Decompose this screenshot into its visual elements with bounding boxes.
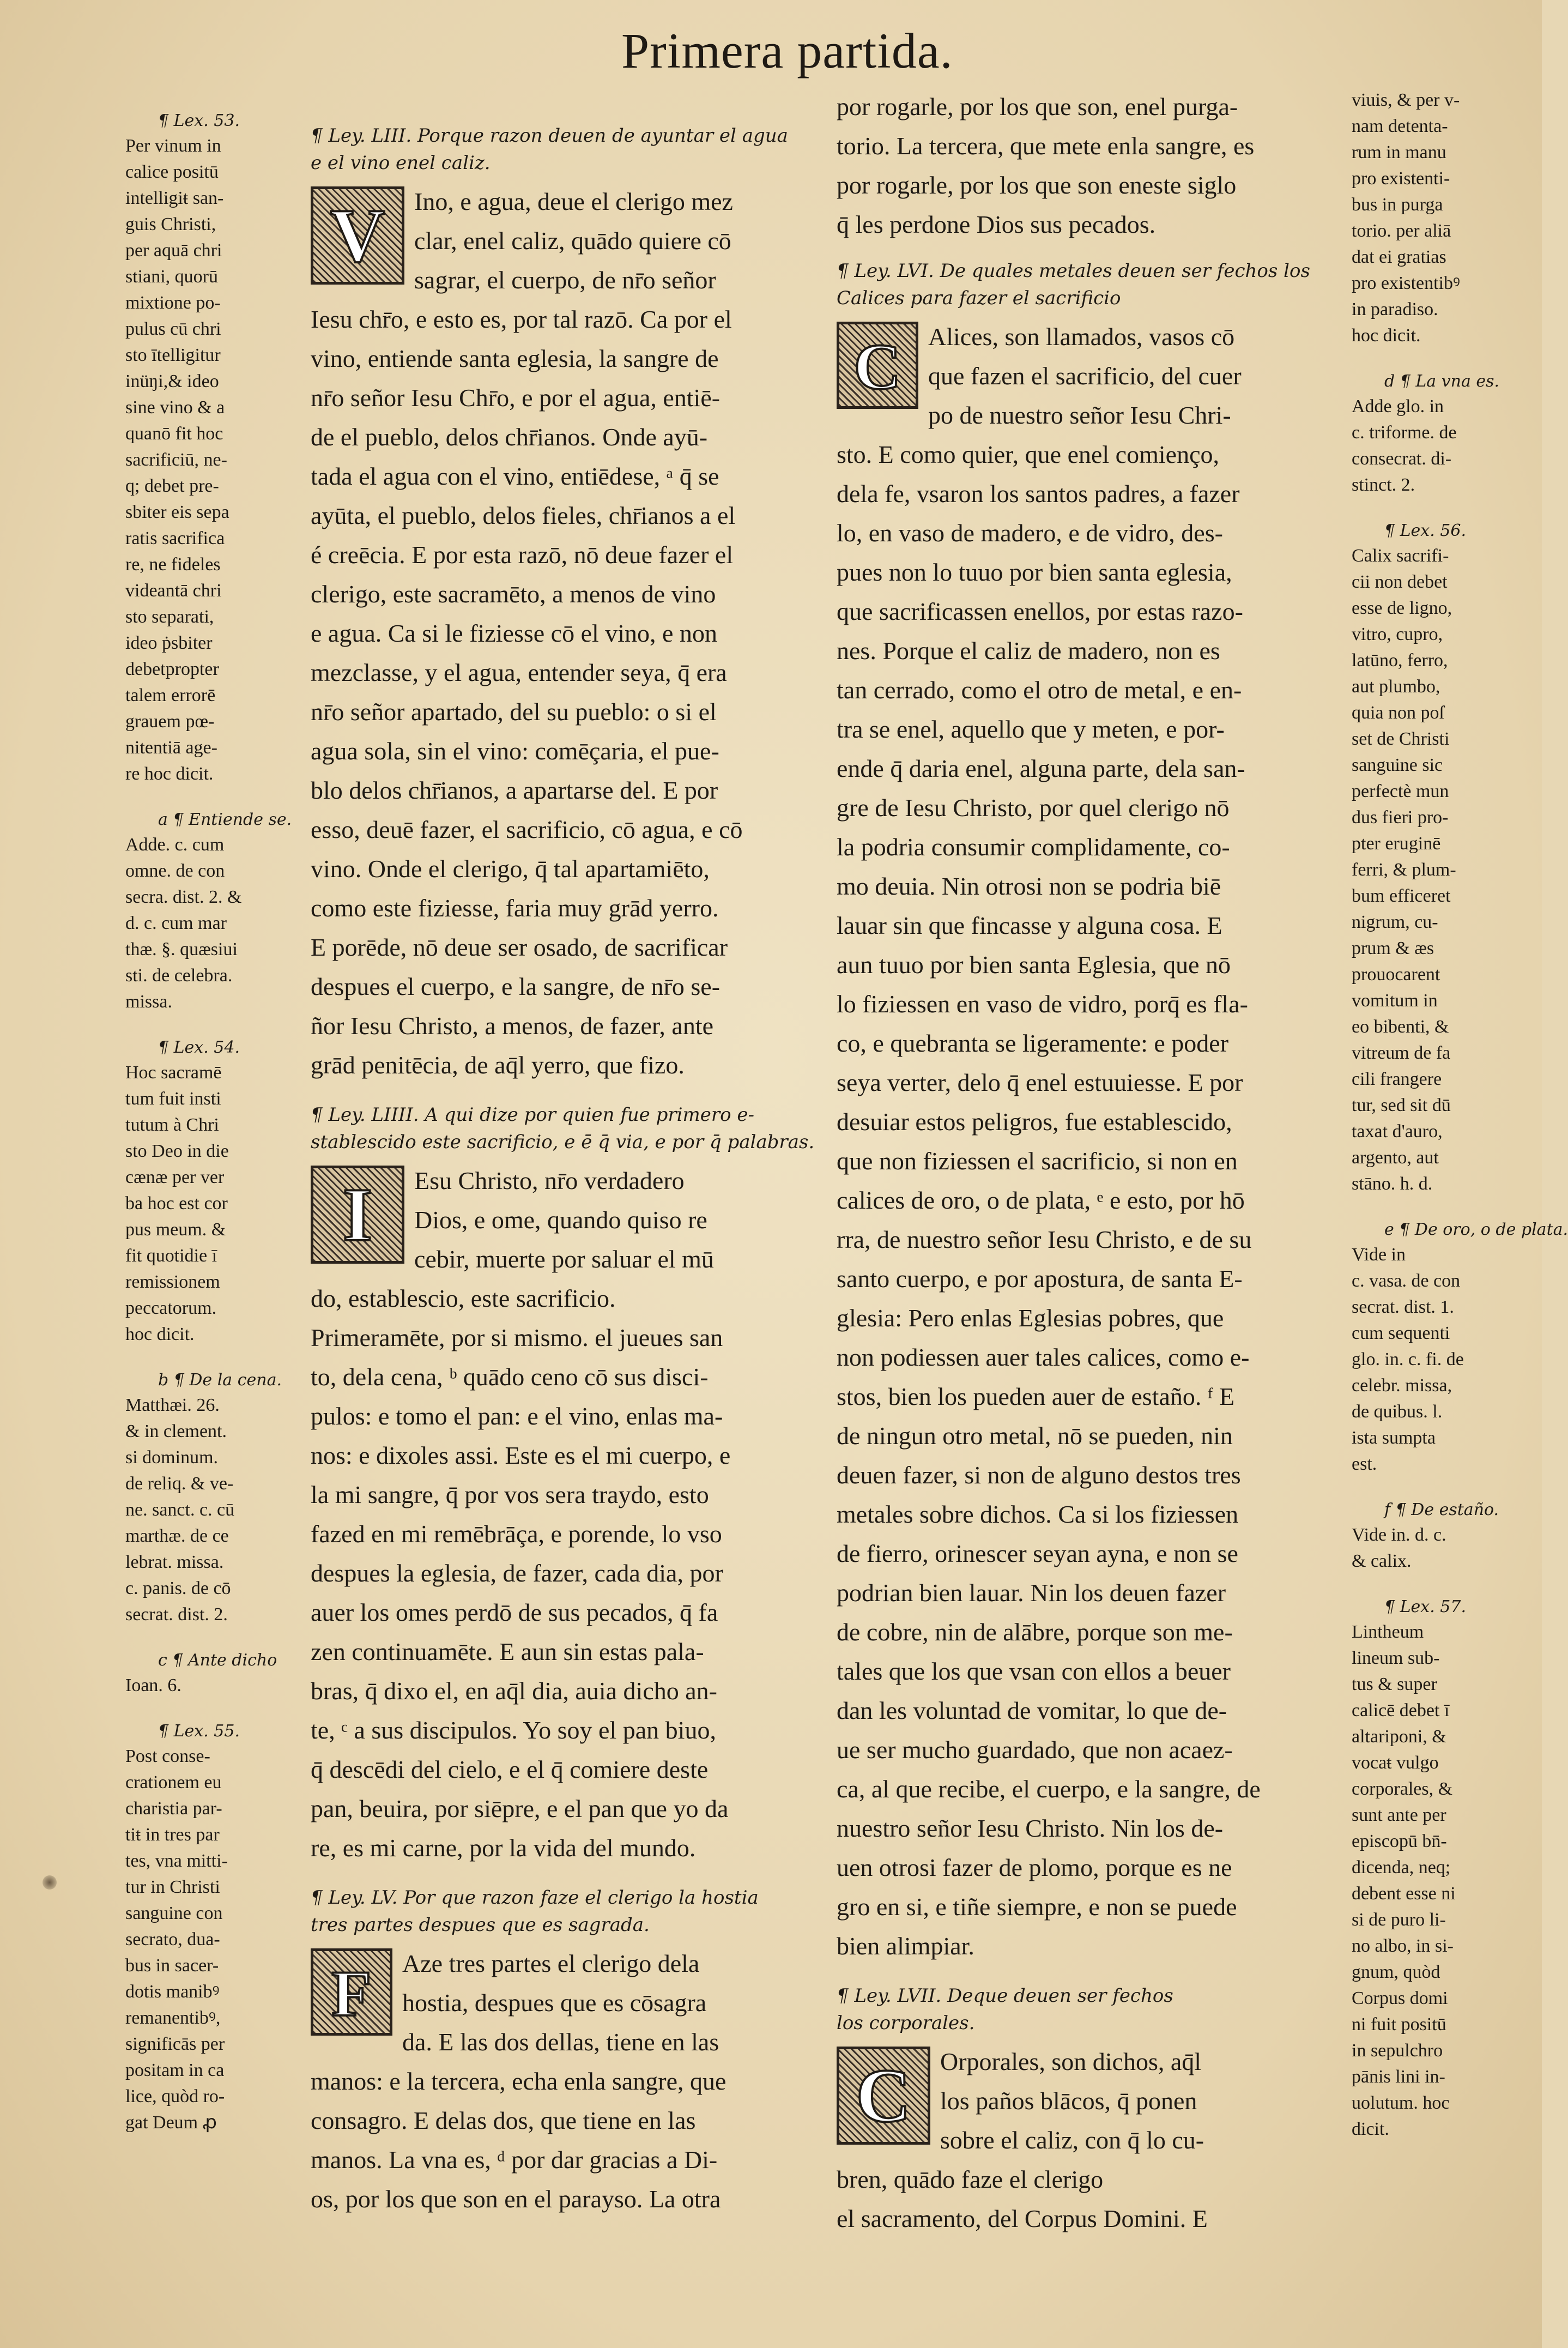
gloss-entry bbox=[1352, 370, 1515, 498]
gloss-entry bbox=[1352, 1218, 1568, 1477]
law-heading-57: ¶ Ley. LVII. Deque deuen ser fechos los corporales. bbox=[837, 1985, 1173, 2034]
gloss-text: Vide in. d. c. & calix. bbox=[1352, 1525, 1446, 1571]
gloss-entry bbox=[125, 1649, 305, 1699]
gloss-text: Adde glo. in c. triforme. de consecrat. di- stinct. 2. bbox=[1352, 396, 1457, 495]
gloss-text: Hoc sacramē tum fuit insti tutum à Chri sto Deo in die cænæ per ver ba hoc est cor pus meum. & fit quotidie ī remissionem peccatorum. hoc dicit. bbox=[125, 1063, 229, 1344]
gloss-entry bbox=[1352, 1498, 1515, 1574]
gloss-text: Matthæi. 26. & in clement. si dominum. de reliq. & ve- ne. sanct. c. cū marthæ. de ce lebrat. missa. c. panis. de cō secrat. dist. 2. bbox=[125, 1395, 235, 1625]
law-55 bbox=[311, 1944, 834, 2219]
gloss-text: Vide in c. vasa. de con secrat. dist. 1. cum sequenti glo. in. c. fi. de celebr. missa, de quibus. l. ista sumpta est. bbox=[1352, 1245, 1464, 1474]
gloss-entry bbox=[125, 1036, 305, 1348]
law-text: Aze tres partes el clerigo dela hostia, despues que es cōsagra da. E las dos dellas, tiene en las manos: e la tercera, echa enla sangre, que consagro. E delas dos, que tiene en las manos. La vna es, ᵈ por dar gracias a Di- os, por los que son en el parayso. La otra bbox=[311, 1949, 727, 2213]
decorated-initial bbox=[311, 1166, 404, 1264]
gloss-entry bbox=[125, 1719, 305, 2136]
law-55-continuation: por rogarle, por los que son, enel purga- torio. La tercera, que mete enla sangre, es por rogarle, por los que son eneste siglo q̄ les perdone Dios sus pecados. bbox=[837, 93, 1255, 238]
law-text: Orporales, son dichos, aq̄l los paños blācos, q̄ ponen sobre el caliz, con q̄ lo cu- bren, quādo faze el clerigo el sacramento, del Corpus Domini. E bbox=[837, 2048, 1208, 2232]
gloss-text: viuis, & per v- nam detenta- rum in manu pro existenti- bus in purga torio. per aliā dat ei gratias pro existentibꝰ in paradiso. hoc dicit. bbox=[1352, 90, 1461, 346]
gloss-entry bbox=[1352, 87, 1515, 349]
law-heading-54: ¶ Ley. LIIII. A qui dize por quien fue primero e- stablescido este sacrificio, e ē q̄ via, e por q̄ palabras. bbox=[311, 1104, 815, 1153]
initial-letter: C bbox=[853, 330, 901, 403]
law-heading-56: ¶ Ley. LVI. De quales metales deuen ser fechos los Calices para fazer el sacrificio bbox=[837, 260, 1310, 309]
gloss-reference: ¶ Lex. 57. bbox=[1384, 1597, 1466, 1616]
gloss-text: Per vinum in calice positū intelligiŧ san- guis Christi, per aquā chri stiani, quorū mixtione po- pulus cū chri sto ītelligitur inüŋi,& ideo sine vino & a quanō fit hoc sacrificiū, ne- q; debet pre- sbiter eis sepa ratis sacrifica re, ne fideles videantā chri sto separati, ideo ṗsbiter debetpropter talem errorē grauem pœ- nitentiā age- re hoc dicit. bbox=[125, 136, 229, 784]
law-text: Alices, son llamados, vasos cō que fazen el sacrificio, del cuer po de nuestro señor Iesu Chri- sto. E como quier, que enel comienço, dela fe, vsaron los santos padres, a fazer lo, en vaso de madero, e de vidro, des- pues non lo tuuo por bien santa eglesia, que sacrificassen enellos, por estas razo- nes. Porque el caliz de madero, non es tan cerrado, como el otro de metal, e en- tra se enel, aquello que y meten, e por- ende q̄ daria enel, alguna parte, dela san- gre de Iesu Christo, por quel clerigo nō la podria consumir complidamente, co- mo deuia. Nin otrosi non se podria biē lauar sin que fincasse y alguna cosa. E aun tuuo por bien santa Eglesia, que nō lo fiziessen en vaso de vidro, porq̄ es fla- co, e quebranta se ligeramente: e poder seya verter, delo q̄ enel estuuiesse. E por desuiar estos peligros, fue establescido, que non fiziessen el sacrificio, si non en calices de oro, o de plata, ᵉ e esto, por hō rra, de nuestro señor Iesu Christo, e de su santo cuerpo, e por apostura, de santa E- glesia: Pero enlas Eglesias pobres, que non podiessen auer tales calices, como e- stos, bien los pueden auer de estaño. ᶠ E de ningun otro metal, nō se pueden, nin deuen fazer, si non de alguno destos tres metales sobre dichos. Ca si los fiziessen de fierro, orinescer seyan ayna, e non se podrian bien lauar. Nin los deuen fazer de cobre, nin de alābre, porque son me- tales que los que vsan con ellos a beuer dan les voluntad de vomitar, lo que de- ue ser mucho guardado, que non acaez- ca, al que recibe, el cuerpo, e la sangre, de nuestro señor Iesu Christo. Nin los de- uen otrosi fazer de plomo, porque es ne gro en si, e tiñe siempre, e non se puede bien alimpiar. bbox=[837, 323, 1261, 1960]
law-text: Esu Christo, nr̄o verdadero Dios, e ome, quando quiso re cebir, muerte por saluar el mū do, establescio, este sacrificio. Primeramēte, por si mismo. el jueues san to, dela cena, ᵇ quādo ceno cō sus disci- pulos: e tomo el pan: e el vino, enlas ma- nos: e dixoles assi. Este es el mi cuerpo, e la mi sangre, q̄ por vos sera traydo, esto fazed en mi remēbrāça, e porende, lo vso despues la eglesia, de fazer, cada dia, por auer los omes perdō de sus pecados, q̄ fa zen continuamēte. E aun sin estas pala- bras, q̄ dixo el, en aq̄l dia, auia dicho an- te, ᶜ a sus discipulos. Yo soy el pan biuo, q̄ descēdi del cielo, e el q̄ comiere deste pan, beuira, por siēpre, e el pan que yo da re, es mi carne, por la vida del mundo. bbox=[311, 1167, 731, 1862]
gloss-text: Adde. c. cum omne. de con secra. dist. 2. & d. c. cum mar thæ. §. quæsiui sti. de celebra. missa. bbox=[125, 835, 242, 1012]
decorated-initial bbox=[311, 186, 404, 285]
gloss-entry bbox=[1352, 1595, 1515, 2142]
left-gloss-column bbox=[125, 109, 305, 2279]
gloss-entry bbox=[125, 1368, 305, 1628]
law-57 bbox=[837, 2042, 1354, 2238]
law-56 bbox=[837, 317, 1354, 1966]
gloss-reference: b ¶ De la cena. bbox=[158, 1371, 282, 1390]
initial-letter: V bbox=[330, 194, 385, 278]
decorated-initial bbox=[311, 1948, 392, 2036]
running-header: Primera partida. bbox=[621, 23, 953, 79]
gloss-text: Post conse- crationem eu charistia par- tiŧ in tres par tes, vna mitti- tur in Christi sanguine con secrato, dua- bus in sacer- dotis manibꝰ remanentibꝰ, significās per positam in ca lice, quòd ro- gat Deum ꝓ bbox=[125, 1746, 228, 2133]
gloss-reference: ¶ Lex. 55. bbox=[158, 1722, 240, 1741]
gloss-reference: c ¶ Ante dicho bbox=[158, 1651, 277, 1670]
gloss-reference: d ¶ La vna es. bbox=[1384, 372, 1500, 391]
gloss-reference: f ¶ De estaño. bbox=[1384, 1500, 1499, 1519]
initial-letter: C bbox=[856, 2054, 911, 2138]
gloss-reference: ¶ Lex. 53. bbox=[158, 111, 240, 130]
gloss-text: Lintheum lineum sub- tus & super calicē debet ī altariponi, & vocaŧ vulgo corporales, & sunt ante per episcopū bn̄- dicenda, neq; debent esse ni si de puro li- no albo, in si- gnum, quòd Corpus domi ni fuit positū in sepulchro pānis lini in- uolutum. hoc dicit. bbox=[1352, 1622, 1456, 2139]
law-53 bbox=[311, 182, 834, 1085]
decorated-initial bbox=[837, 2047, 930, 2145]
law-heading-53: ¶ Ley. LIII. Porque razon deuen de ayuntar el agua e el vino enel caliz. bbox=[311, 125, 788, 174]
gloss-entry bbox=[125, 109, 305, 787]
law-text: Ino, e agua, deue el clerigo mez clar, enel caliz, quādo quiere cō sagrar, el cuerpo, de nr̄o señor Iesu chr̄o, e esto es, por tal razō. Ca por el vino, entiende santa eglesia, la sangre de nr̄o señor Iesu Chr̄o, e por el agua, entiē- de el pueblo, delos chr̄ianos. Onde ayū- tada el agua con el vino, entiēdese, ᵃ q̄ se ayūta, el pueblo, delos fieles, chr̄ianos a el é creēcia. E por esta razō, nō deue fazer el clerigo, este sacramēto, a menos de vino e agua. Ca si le fiziesse cō el vino, e non mezclasse, y el agua, entender seya, q̄ era nr̄o señor apartado, del su pueblo: o si el agua sola, sin el vino: comēçaria, el pue- blo delos chr̄ianos, a apartarse del. E por esso, deuē fazer, el sacrificio, cō agua, e cō vino. Onde el clerigo, q̄ tal apartamiēto, como este fiziesse, faria muy grād yerro. E porēde, nō deue ser osado, de sacrificar despues el cuerpo, e la sangre, de nr̄o se- ñor Iesu Christo, a menos, de fazer, ante grād penitēcia, de aq̄l yerro, que fizo. bbox=[311, 188, 743, 1079]
ink-spot bbox=[43, 1875, 57, 1890]
main-column-right bbox=[837, 87, 1354, 2279]
gloss-reference: ¶ Lex. 56. bbox=[1384, 521, 1466, 540]
gloss-reference: ¶ Lex. 54. bbox=[158, 1038, 240, 1057]
gloss-reference: a ¶ Entiende se. bbox=[158, 810, 292, 829]
gloss-text: Calix sacrifi- cii non debet esse de ligno, vitro, cupro, latūno, ferro, aut plumbo, quia non poſ set de Christi sanguine sic perfectè mun dus fieri pro- pter eruginē ferri, & plum- bum efficeret nigrum, cu- prum & æs prouocarent vomitum in eo bibenti, & vitreum de fa cili frangere tur, sed sit dū taxat d'auro, argento, aut stāno. h. d. bbox=[1352, 546, 1456, 1194]
initial-letter: F bbox=[331, 1957, 372, 2030]
gloss-text: Ioan. 6. bbox=[125, 1675, 181, 1695]
right-gloss-column bbox=[1352, 87, 1568, 2279]
gloss-reference: e ¶ De oro, o de plata. bbox=[1384, 1220, 1568, 1239]
gloss-entry bbox=[1352, 519, 1515, 1197]
initial-letter: I bbox=[342, 1173, 373, 1257]
gloss-entry bbox=[125, 808, 305, 1015]
law-54 bbox=[311, 1161, 834, 1868]
law-heading-55: ¶ Ley. LV. Por que razon faze el clerigo la hostia tres partes despues que es sagrada. bbox=[311, 1887, 759, 1936]
decorated-initial bbox=[837, 322, 918, 409]
main-column-left bbox=[311, 109, 834, 2279]
